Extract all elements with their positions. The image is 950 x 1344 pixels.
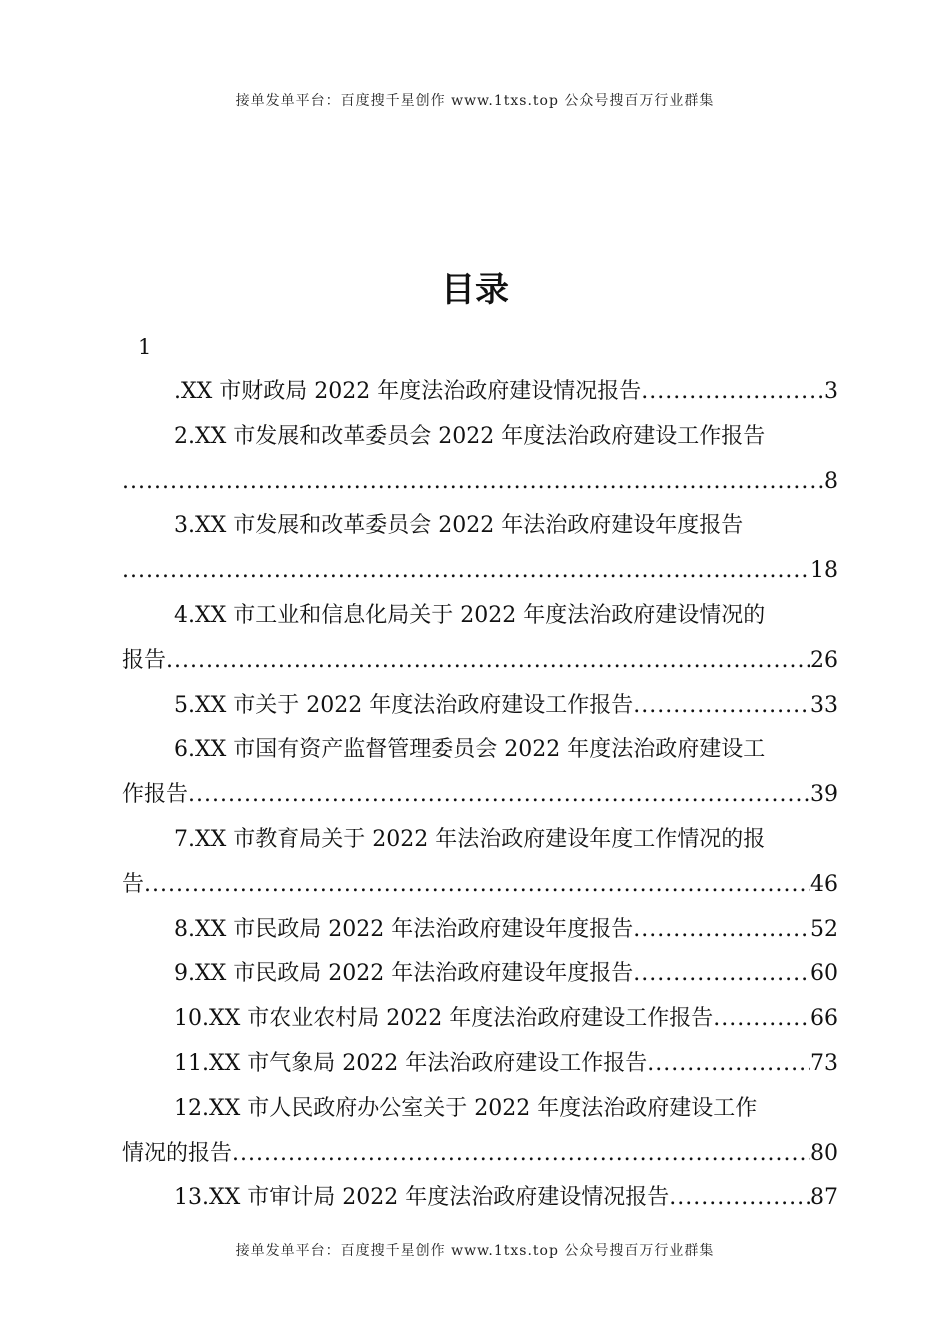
toc-entry[interactable] <box>122 908 838 953</box>
toc-entry-title-continued: 报告 <box>122 647 167 673</box>
toc-leader <box>713 997 810 1042</box>
toc-entry-title: 5.XX 市关于 2022 年度法治政府建设工作报告 <box>174 692 634 718</box>
toc-leader <box>144 863 810 908</box>
toc-entry-title: 7.XX 市教育局关于 2022 年法治政府建设年度工作情况的报 <box>174 826 766 852</box>
toc-entry[interactable] <box>122 594 838 684</box>
page-footer: 接单发单平台：百度搜千星创作 www.1txs.top 公众号搜百万行业群集 <box>235 1243 715 1259</box>
table-of-contents <box>122 370 838 1221</box>
toc-leader <box>232 1132 810 1177</box>
toc-leader <box>166 639 810 684</box>
toc-entry[interactable] <box>122 1176 838 1221</box>
toc-number: 1 <box>138 335 152 359</box>
toc-entry-page: 80 <box>810 1140 838 1166</box>
toc-entry-title: 12.XX 市人民政府办公室关于 2022 年度法治政府建设工作 <box>174 1095 758 1121</box>
toc-entry[interactable] <box>122 370 838 415</box>
toc-entry-title: 9.XX 市民政局 2022 年法治政府建设年度报告 <box>174 961 634 987</box>
toc-leader <box>188 773 810 818</box>
toc-leader <box>647 1042 810 1087</box>
toc-entry-title-continued: 情况的报告 <box>122 1140 233 1166</box>
toc-entry-page: 3 <box>824 379 838 404</box>
toc-leader <box>122 460 824 505</box>
toc-entry-page: 66 <box>810 1006 838 1032</box>
toc-leader <box>633 952 810 997</box>
toc-entry-page: 26 <box>810 647 838 673</box>
toc-entry-title: .XX 市财政局 2022 年度法治政府建设情况报告 <box>174 379 642 404</box>
toc-leader <box>669 1176 810 1221</box>
toc-entry[interactable] <box>122 684 838 729</box>
toc-entry-title: 3.XX 市发展和改革委员会 2022 年法治政府建设年度报告 <box>174 513 744 539</box>
toc-leader <box>633 908 810 953</box>
toc-entry-page: 87 <box>810 1185 838 1211</box>
page-title: 目录 <box>441 270 509 310</box>
toc-entry-page: 33 <box>810 692 838 718</box>
toc-entry[interactable] <box>122 415 838 505</box>
toc-entry-page: 73 <box>810 1050 838 1076</box>
toc-entry-page: 8 <box>824 468 838 494</box>
toc-entry-title: 2.XX 市发展和改革委员会 2022 年度法治政府建设工作报告 <box>174 423 766 449</box>
toc-entry[interactable] <box>122 1087 838 1177</box>
toc-leader <box>641 370 824 415</box>
toc-entry-title-continued: 告 <box>122 871 145 897</box>
toc-entry-page: 18 <box>810 558 838 584</box>
page-header: 接单发单平台：百度搜千星创作 www.1txs.top 公众号搜百万行业群集 <box>235 93 715 109</box>
toc-entry[interactable] <box>122 1042 838 1087</box>
toc-entry[interactable] <box>122 504 838 594</box>
toc-entry-page: 39 <box>810 782 838 808</box>
toc-entry-page: 52 <box>810 916 838 942</box>
toc-entry-title: 13.XX 市审计局 2022 年度法治政府建设情况报告 <box>174 1185 670 1211</box>
toc-entry-title: 10.XX 市农业农村局 2022 年度法治政府建设工作报告 <box>174 1006 714 1032</box>
toc-entry[interactable] <box>122 728 838 818</box>
toc-entry-page: 46 <box>810 871 838 897</box>
toc-entry[interactable] <box>122 997 838 1042</box>
toc-leader <box>633 684 810 729</box>
toc-entry-title-continued: 作报告 <box>122 782 189 808</box>
toc-entry-title: 11.XX 市气象局 2022 年法治政府建设工作报告 <box>174 1050 648 1076</box>
toc-entry-title: 8.XX 市民政局 2022 年法治政府建设年度报告 <box>174 916 634 942</box>
toc-entry-title: 6.XX 市国有资产监督管理委员会 2022 年度法治政府建设工 <box>174 737 766 763</box>
toc-entry[interactable] <box>122 952 838 997</box>
toc-entry[interactable] <box>122 818 838 908</box>
toc-leader <box>122 549 810 594</box>
toc-entry-page: 60 <box>810 961 838 987</box>
toc-entry-title: 4.XX 市工业和信息化局关于 2022 年度法治政府建设情况的 <box>174 602 766 628</box>
